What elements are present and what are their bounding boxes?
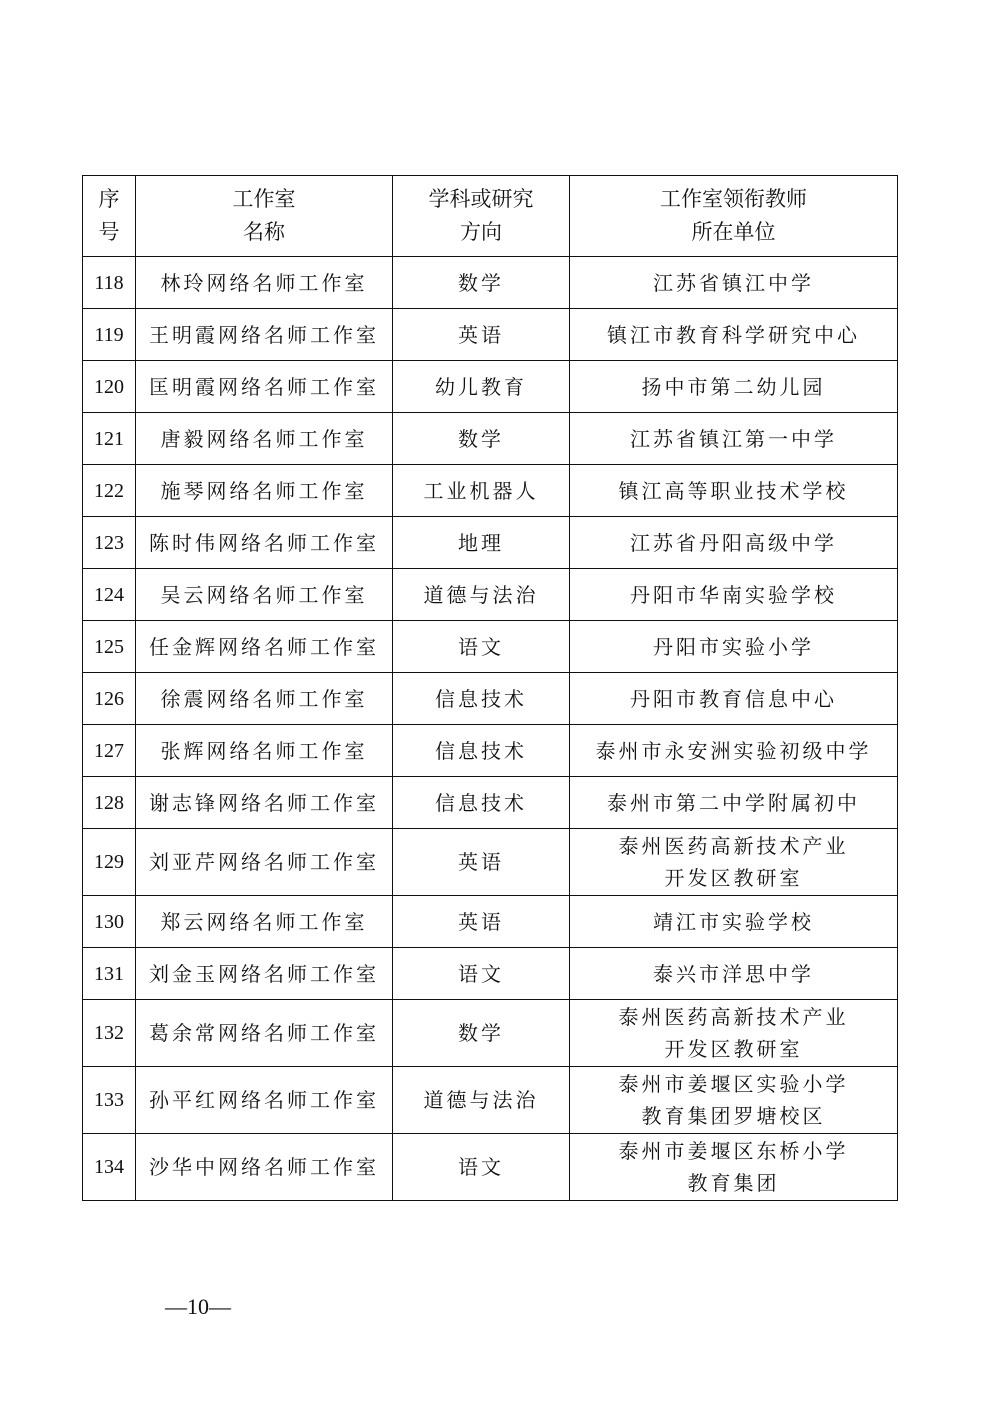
unit-line: 开发区教研室	[664, 1037, 803, 1061]
unit-line: 泰州市姜堰区东桥小学	[618, 1139, 849, 1163]
studio-name-cell: 匡明霞网络名师工作室	[136, 361, 393, 413]
table-row	[83, 361, 898, 413]
serial-number-cell: 122	[83, 465, 136, 517]
lead-teacher-unit-cell	[570, 948, 898, 1000]
lead-teacher-unit-cell	[570, 829, 898, 896]
studio-name-cell: 刘金玉网络名师工作室	[136, 948, 393, 1000]
subject-cell: 英语	[393, 829, 570, 896]
table-row	[83, 829, 898, 896]
table-header-row	[83, 176, 898, 257]
serial-number-cell: 121	[83, 413, 136, 465]
studio-name-cell: 任金辉网络名师工作室	[136, 621, 393, 673]
unit-line: 丹阳市实验小学	[653, 634, 814, 659]
subject-cell: 数学	[393, 413, 570, 465]
subject-cell: 英语	[393, 309, 570, 361]
unit-line: 镇江市教育科学研究中心	[607, 322, 860, 347]
unit-line: 丹阳市华南实验学校	[630, 582, 837, 607]
serial-number-cell: 127	[83, 725, 136, 777]
lead-teacher-unit-cell	[570, 361, 898, 413]
unit-line: 泰州医药高新技术产业	[618, 834, 849, 858]
subject-cell: 信息技术	[393, 673, 570, 725]
lead-teacher-unit-cell	[570, 1134, 898, 1201]
lead-teacher-unit-cell	[570, 777, 898, 829]
header-line: 名称	[243, 220, 285, 244]
header-subject	[393, 176, 570, 257]
header-line: 所在单位	[691, 220, 776, 244]
unit-line: 泰州市第二中学附属初中	[607, 790, 860, 815]
table-row	[83, 725, 898, 777]
subject-cell: 地理	[393, 517, 570, 569]
unit-line: 江苏省镇江中学	[653, 270, 814, 295]
unit-line: 开发区教研室	[664, 866, 803, 890]
serial-number-cell: 132	[83, 1000, 136, 1067]
unit-line: 泰州市永安洲实验初级中学	[595, 738, 872, 763]
header-serial-number	[83, 176, 136, 257]
lead-teacher-unit-cell	[570, 673, 898, 725]
lead-teacher-unit-cell	[570, 309, 898, 361]
table-row	[83, 309, 898, 361]
studio-name-cell: 王明霞网络名师工作室	[136, 309, 393, 361]
subject-cell: 工业机器人	[393, 465, 570, 517]
studio-name-cell: 徐震网络名师工作室	[136, 673, 393, 725]
studio-name-cell: 张辉网络名师工作室	[136, 725, 393, 777]
table-row	[83, 465, 898, 517]
header-line: 工作室	[232, 187, 296, 211]
header-line: 方向	[460, 220, 502, 244]
studio-name-cell: 郑云网络名师工作室	[136, 896, 393, 948]
lead-teacher-unit-cell	[570, 257, 898, 309]
header-lead-teacher-unit	[570, 176, 898, 257]
subject-cell: 语文	[393, 621, 570, 673]
unit-line: 靖江市实验学校	[653, 909, 814, 934]
table-row	[83, 517, 898, 569]
subject-cell: 幼儿教育	[393, 361, 570, 413]
table-row	[83, 257, 898, 309]
table-row	[83, 413, 898, 465]
lead-teacher-unit-cell	[570, 896, 898, 948]
subject-cell: 英语	[393, 896, 570, 948]
serial-number-cell: 133	[83, 1067, 136, 1134]
studio-name-cell: 孙平红网络名师工作室	[136, 1067, 393, 1134]
unit-line: 泰兴市洋思中学	[653, 961, 814, 986]
table-row	[83, 621, 898, 673]
header-studio-name	[136, 176, 393, 257]
table-row	[83, 569, 898, 621]
studio-name-cell: 沙华中网络名师工作室	[136, 1134, 393, 1201]
subject-cell: 道德与法治	[393, 569, 570, 621]
serial-number-cell: 118	[83, 257, 136, 309]
serial-number-cell: 123	[83, 517, 136, 569]
lead-teacher-unit-cell	[570, 413, 898, 465]
header-line: 号	[98, 220, 120, 244]
table-row	[83, 1134, 898, 1201]
unit-line: 教育集团	[687, 1171, 780, 1195]
unit-line: 扬中市第二幼儿园	[641, 374, 826, 399]
subject-cell: 信息技术	[393, 777, 570, 829]
table-row	[83, 777, 898, 829]
lead-teacher-unit-cell	[570, 1000, 898, 1067]
serial-number-cell: 125	[83, 621, 136, 673]
unit-line: 江苏省丹阳高级中学	[630, 530, 837, 555]
lead-teacher-unit-cell	[570, 725, 898, 777]
studio-name-cell: 林玲网络名师工作室	[136, 257, 393, 309]
subject-cell: 数学	[393, 257, 570, 309]
unit-line: 泰州医药高新技术产业	[618, 1005, 849, 1029]
serial-number-cell: 119	[83, 309, 136, 361]
studio-name-cell: 陈时伟网络名师工作室	[136, 517, 393, 569]
unit-line: 江苏省镇江第一中学	[630, 426, 837, 451]
lead-teacher-unit-cell	[570, 465, 898, 517]
page-number: —10—	[165, 1294, 231, 1319]
subject-cell: 数学	[393, 1000, 570, 1067]
header-line: 学科或研究	[428, 187, 534, 211]
studio-name-cell: 唐毅网络名师工作室	[136, 413, 393, 465]
table-row	[83, 896, 898, 948]
table-body	[83, 257, 898, 1201]
unit-line: 泰州市姜堰区实验小学	[618, 1072, 849, 1096]
lead-teacher-unit-cell	[570, 517, 898, 569]
studio-name-cell: 谢志锋网络名师工作室	[136, 777, 393, 829]
serial-number-cell: 128	[83, 777, 136, 829]
subject-cell: 道德与法治	[393, 1067, 570, 1134]
table-row	[83, 948, 898, 1000]
lead-teacher-unit-cell	[570, 1067, 898, 1134]
studio-name-cell: 刘亚芹网络名师工作室	[136, 829, 393, 896]
studio-name-cell: 吴云网络名师工作室	[136, 569, 393, 621]
serial-number-cell: 131	[83, 948, 136, 1000]
table-row	[83, 1067, 898, 1134]
studio-roster-table	[82, 175, 898, 1201]
serial-number-cell: 124	[83, 569, 136, 621]
serial-number-cell: 120	[83, 361, 136, 413]
header-line: 序	[98, 187, 120, 211]
serial-number-cell: 134	[83, 1134, 136, 1201]
serial-number-cell: 129	[83, 829, 136, 896]
serial-number-cell: 130	[83, 896, 136, 948]
header-line: 工作室领衔教师	[660, 187, 807, 211]
unit-line: 镇江高等职业技术学校	[618, 478, 849, 503]
table-row	[83, 1000, 898, 1067]
lead-teacher-unit-cell	[570, 621, 898, 673]
serial-number-cell: 126	[83, 673, 136, 725]
subject-cell: 信息技术	[393, 725, 570, 777]
studio-name-cell: 施琴网络名师工作室	[136, 465, 393, 517]
unit-line: 丹阳市教育信息中心	[630, 686, 837, 711]
lead-teacher-unit-cell	[570, 569, 898, 621]
subject-cell: 语文	[393, 1134, 570, 1201]
table-row	[83, 673, 898, 725]
unit-line: 教育集团罗塘校区	[641, 1104, 826, 1128]
studio-name-cell: 葛余常网络名师工作室	[136, 1000, 393, 1067]
subject-cell: 语文	[393, 948, 570, 1000]
